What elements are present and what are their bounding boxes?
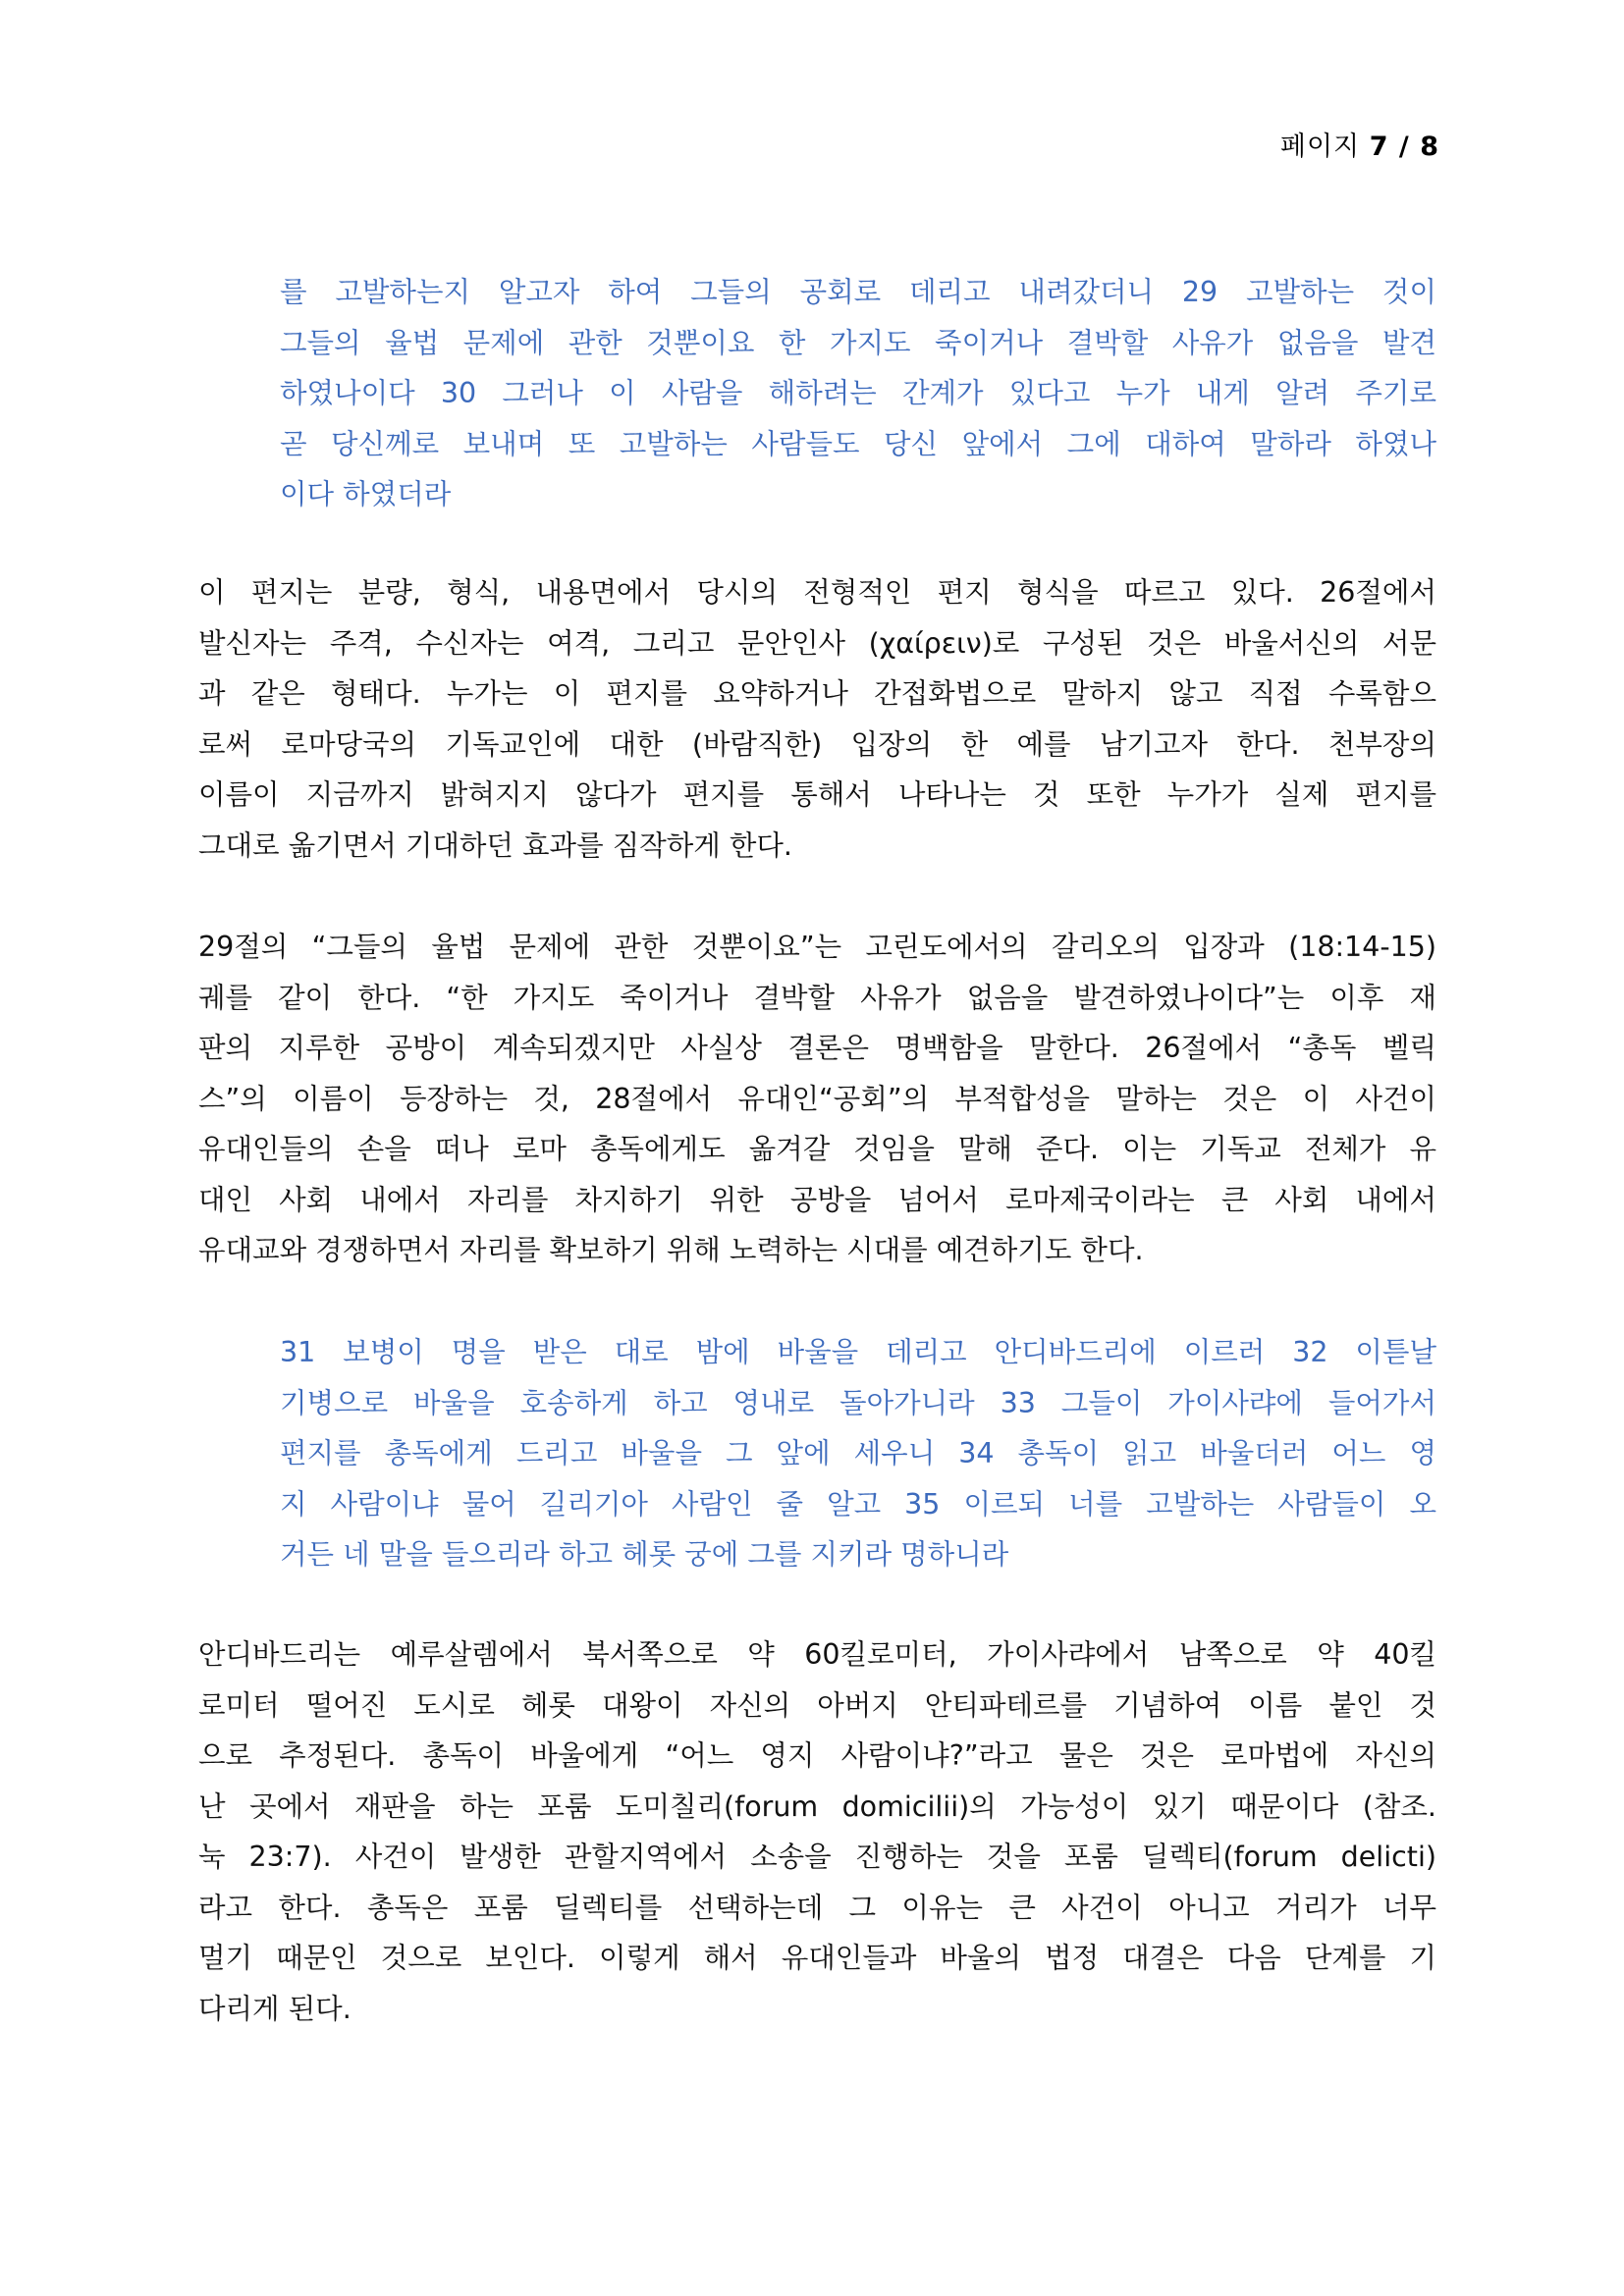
paragraph-line: 라고 한다. 총독은 포룸 딜렉티를 선택하는데 그 이유는 큰 사건이 아니고 거리가 너무 <box>198 1891 1436 1924</box>
paragraph-line: 대인 사회 내에서 자리를 차지하기 위한 공방을 넘어서 로마제국이라는 큰 사회 내에서 <box>198 1183 1436 1216</box>
quote-line: 하였나이다 30 그러나 이 사람을 해하려는 간계가 있다고 누가 내게 알려 주기로 <box>280 377 1436 409</box>
quote-line: 이다 하였더라 <box>280 478 452 510</box>
commentary-paragraph-1 <box>198 567 1436 871</box>
page-indicator <box>1280 125 1439 163</box>
paragraph-line: 난 곳에서 재판을 하는 포룸 도미칠리(forum domicilii)의 가능성이 있기 때문이다 (참조. <box>198 1789 1436 1823</box>
paragraph-line: 으로 추정된다. 총독이 바울에게 “어느 영지 사람이냐?”라고 물은 것은 로마법에 자신의 <box>198 1739 1436 1772</box>
paragraph-line: 판의 지루한 공방이 계속되겠지만 사실상 결론은 명백함을 말한다. 26절에서 “총독 벨릭 <box>198 1032 1436 1064</box>
page-label: 페이지 <box>1279 132 1370 162</box>
quote-line: 편지를 총독에게 드리고 바울을 그 앞에 세우니 34 총독이 읽고 바울더러 어느 영 <box>280 1437 1436 1469</box>
paragraph-line: 안디바드리는 예루살렘에서 북서쪽으로 약 60킬로미터, 가이사랴에서 남쪽으로 약 40킬 <box>198 1638 1436 1671</box>
paragraph-line: 스”의 이름이 등장하는 것, 28절에서 유대인“공회”의 부적합성을 말하는 것은 이 사건이 <box>198 1082 1436 1115</box>
page-separator: / <box>1388 132 1421 162</box>
paragraph-line: 로써 로마당국의 기독교인에 대한 (바람직한) 입장의 한 예를 남기고자 한다. 천부장의 <box>198 727 1436 761</box>
scripture-quote-1 <box>280 267 1436 520</box>
paragraph-line: 눅 23:7). 사건이 발생한 관할지역에서 소송을 진행하는 것을 포룸 딜렉티(forum delicti) <box>198 1841 1436 1873</box>
scripture-quote-2 <box>280 1327 1436 1580</box>
paragraph-line: 과 같은 형태다. 누가는 이 편지를 요약하거나 간접화법으로 말하지 않고 직접 수록함으 <box>198 677 1436 710</box>
page-current: 7 <box>1369 132 1389 162</box>
quote-line: 곧 당신께로 보내며 또 고발하는 사람들도 당신 앞에서 그에 대하여 말하라 하였나 <box>280 427 1436 460</box>
quote-line: 그들의 율법 문제에 관한 것뿐이요 한 가지도 죽이거나 결박할 사유가 없음을 발견 <box>280 326 1436 359</box>
paragraph-line: 29절의 “그들의 율법 문제에 관한 것뿐이요”는 고린도에서의 갈리오의 입장과 (18:14-15) <box>198 931 1436 963</box>
quote-line: 지 사람이냐 물어 길리기아 사람인 줄 알고 35 이르되 너를 고발하는 사람들이 오 <box>280 1487 1436 1521</box>
paragraph-line: 멀기 때문인 것으로 보인다. 이렇게 해서 유대인들과 바울의 법정 대결은 다음 단계를 기 <box>198 1942 1436 1974</box>
quote-line: 거든 네 말을 들으리라 하고 헤롯 궁에 그를 지키라 명하니라 <box>280 1538 1009 1571</box>
paragraph-line: 궤를 같이 한다. “한 가지도 죽이거나 결박할 사유가 없음을 발견하였나이다”는 이후 재 <box>198 981 1436 1014</box>
paragraph-line: 발신자는 주격, 수신자는 여격, 그리고 문안인사 (χαίρειν)로 구성된 것은 바울서신의 서문 <box>198 626 1436 660</box>
paragraph-line: 유대교와 경쟁하면서 자리를 확보하기 위해 노력하는 시대를 예견하기도 한다. <box>198 1234 1144 1266</box>
paragraph-line: 이름이 지금까지 밝혀지지 않다가 편지를 통해서 나타나는 것 또한 누가가 실제 편지를 <box>198 778 1436 811</box>
quote-line: 를 고발하는지 알고자 하여 그들의 공회로 데리고 내려갔더니 29 고발하는 것이 <box>280 276 1436 308</box>
paragraph-line: 다리게 된다. <box>198 1992 352 2025</box>
paragraph-line: 그대로 옮기면서 기대하던 효과를 짐작하게 한다. <box>198 828 792 862</box>
commentary-paragraph-3 <box>198 1629 1436 2034</box>
paragraph-line: 로미터 떨어진 도시로 헤롯 대왕이 자신의 아버지 안티파테르를 기념하여 이름 붙인 것 <box>198 1688 1436 1722</box>
paragraph-line: 유대인들의 손을 떠나 로마 총독에게도 옮겨갈 것임을 말해 준다. 이는 기독교 전체가 유 <box>198 1133 1436 1165</box>
quote-line: 기병으로 바울을 호송하게 하고 영내로 돌아가니라 33 그들이 가이사랴에 들어가서 <box>280 1386 1436 1419</box>
page-total: 8 <box>1420 132 1439 162</box>
commentary-paragraph-2 <box>198 922 1436 1276</box>
quote-line: 31 보병이 명을 받은 대로 밤에 바울을 데리고 안디바드리에 이르러 32 이튿날 <box>280 1336 1436 1368</box>
paragraph-line: 이 편지는 분량, 형식, 내용면에서 당시의 전형적인 편지 형식을 따르고 있다. 26절에서 <box>198 576 1436 609</box>
